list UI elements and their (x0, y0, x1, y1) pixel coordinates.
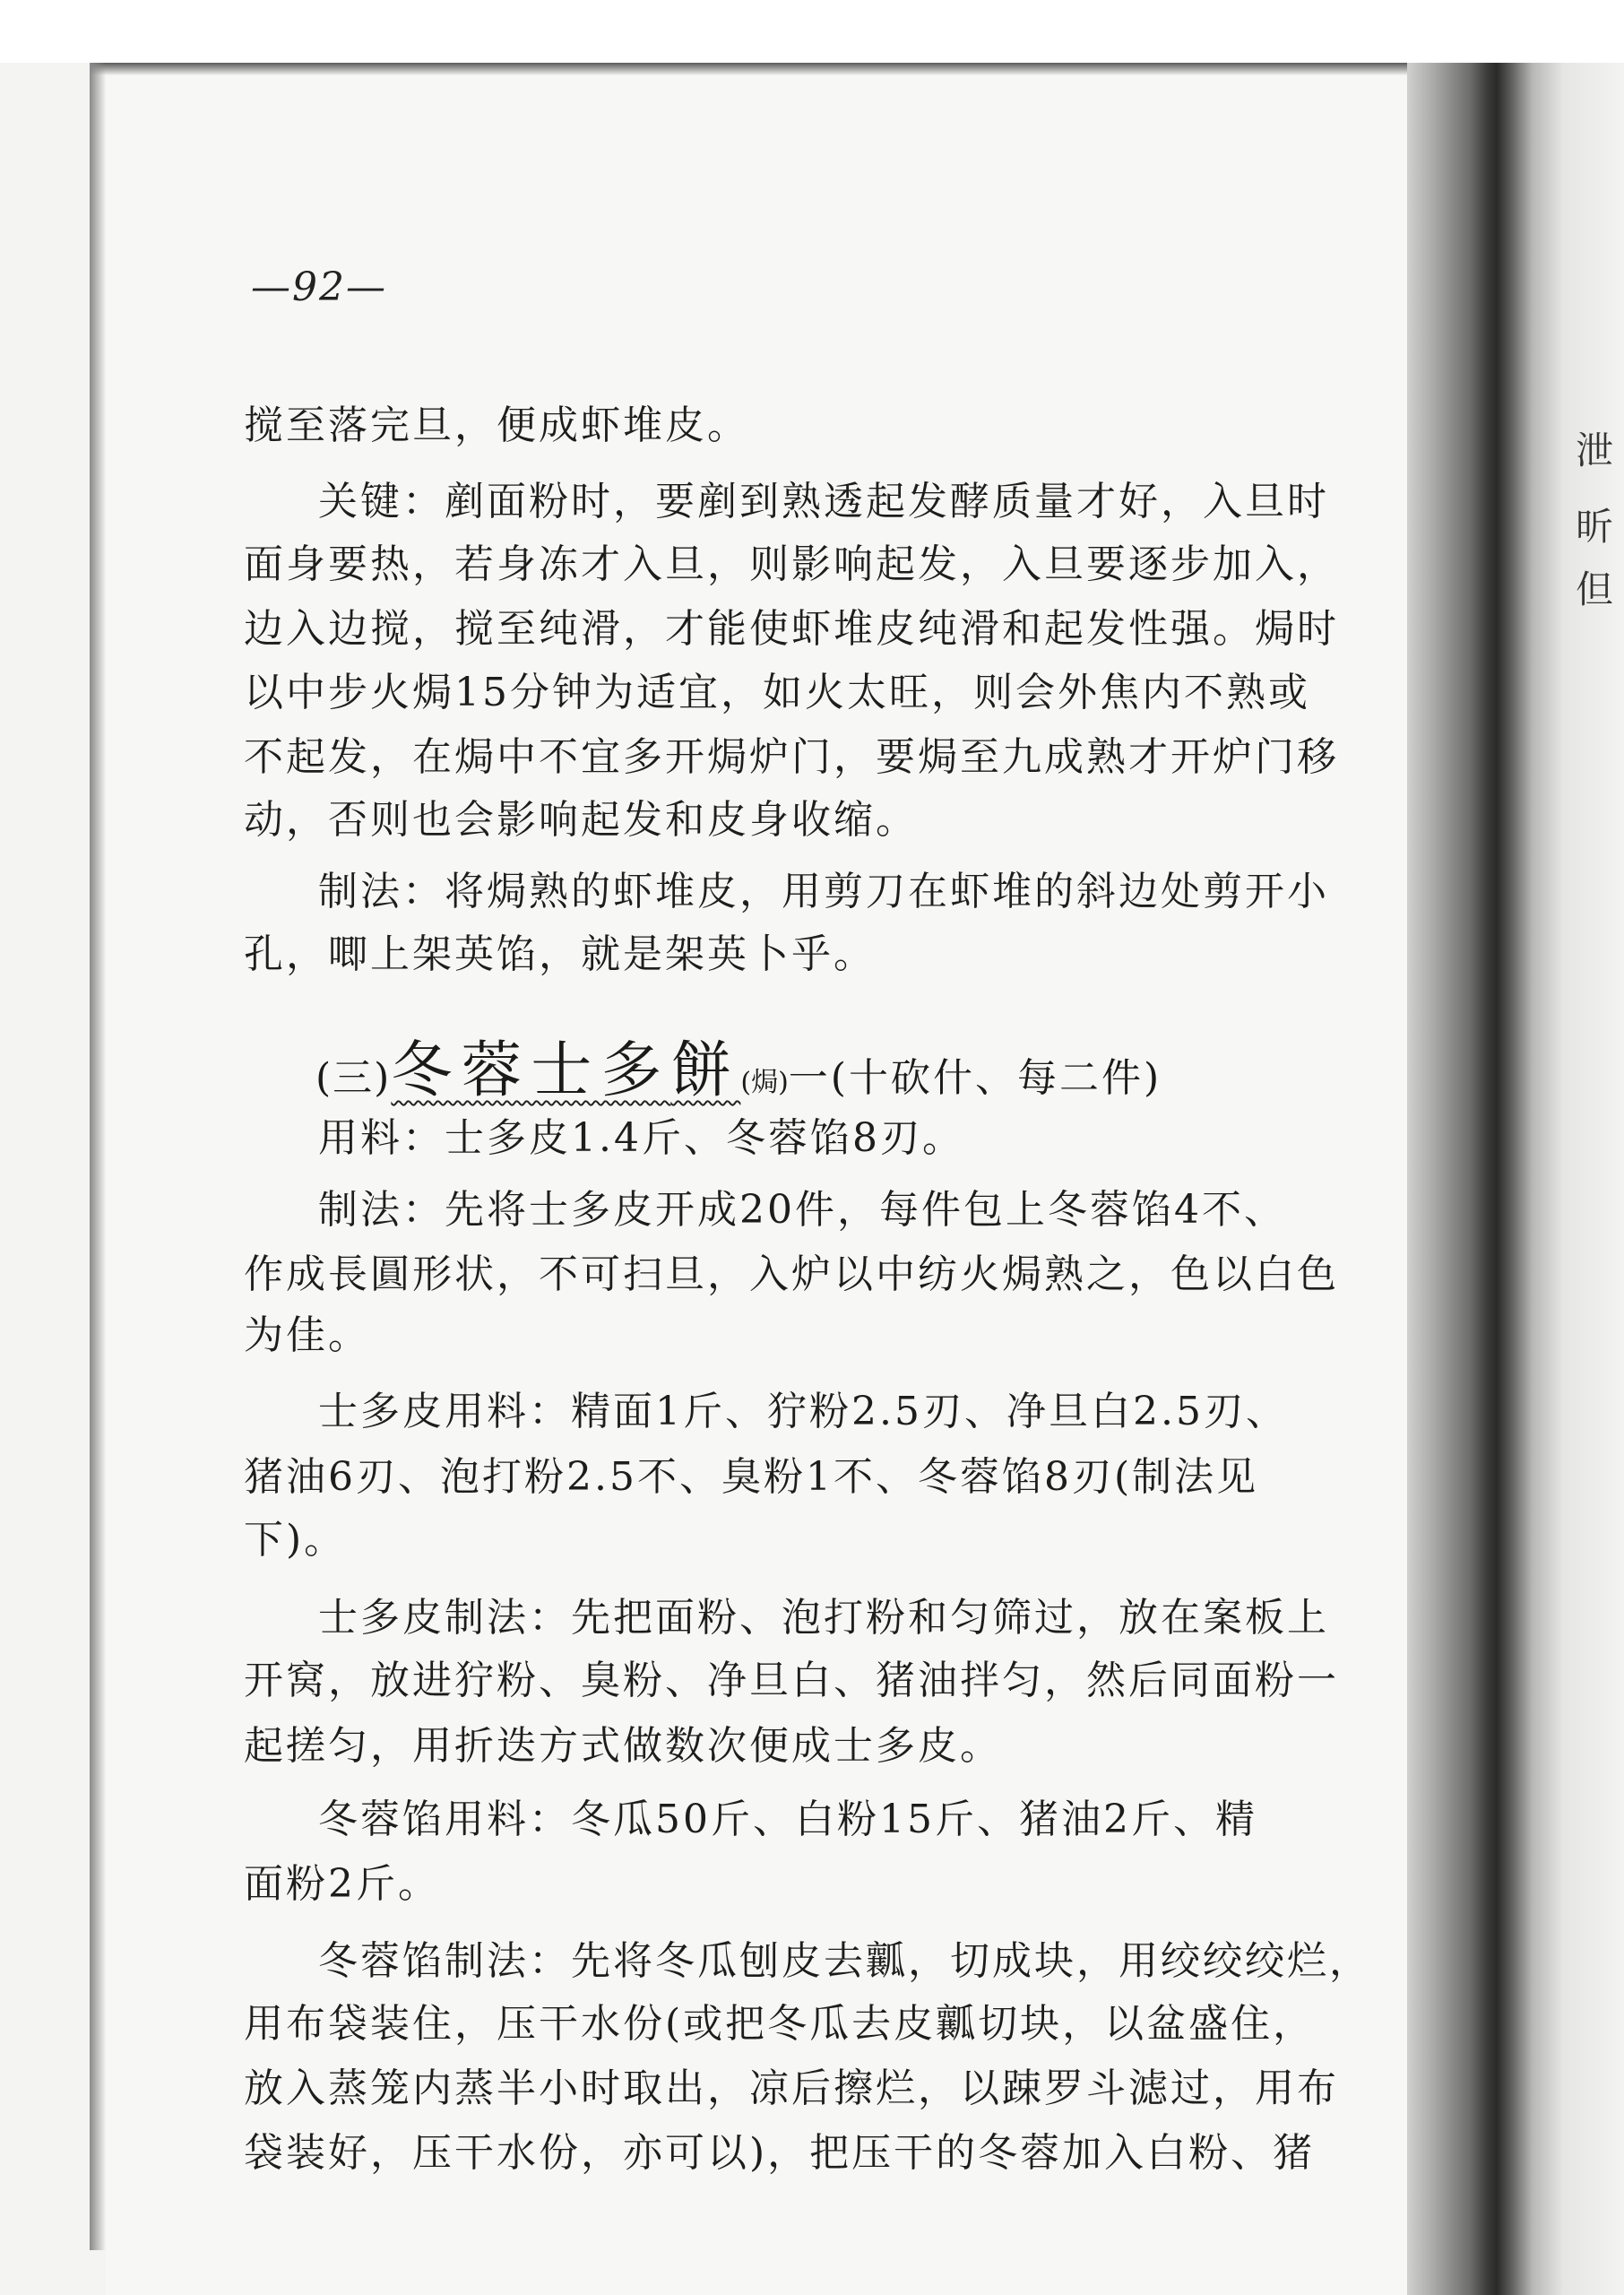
text-line: 搅至落完旦，便成虾堆皮。 (244, 403, 749, 448)
text-line: 冬蓉馅制法：先将冬瓜刨皮去瓤，切成块，用绞绞绞烂， (318, 1938, 1371, 1984)
text-line: 动，否则也会影响起发和皮身收缩。 (244, 797, 918, 843)
text-line: 面粉2斤。 (244, 1861, 440, 1907)
section-number: (三) (315, 1055, 392, 1101)
section-title: 冬蓉士多 (391, 1035, 671, 1106)
facing-page-fragment: 昕 (1576, 505, 1614, 549)
text-line: 冬蓉馅用料：冬瓜50斤、白粉15斤、猪油2斤、精 (318, 1797, 1257, 1842)
section-yield: 一(十砍什、每二件) (788, 1055, 1162, 1101)
text-line: 边入边搅，搅至纯滑，才能使虾堆皮纯滑和起发性强。焗时 (244, 606, 1339, 652)
text-line: 士多皮制法：先把面粉、泡打粉和匀筛过，放在案板上 (318, 1595, 1329, 1641)
scan-shadow-left (90, 63, 106, 2250)
facing-page-fragment: 但 (1576, 567, 1614, 611)
text-line: 下)。 (244, 1517, 347, 1563)
text-line: 猪油6刃、泡打粉2.5不、臭粉1不、冬蓉馅8刃(制法见 (244, 1454, 1259, 1500)
facing-page-fragment: 泄 (1576, 429, 1614, 472)
text-line: 士多皮用料：精面1斤、狞粉2.5刃、净旦白2.5刃、 (318, 1389, 1288, 1434)
section-method: (焗) (740, 1067, 789, 1098)
text-line: 放入蒸笼内蒸半小时取出，凉后擦烂，以踈罗斗滤过，用布 (244, 2066, 1339, 2111)
text-line: 为佳。 (244, 1312, 370, 1358)
section-heading (315, 1035, 1162, 1110)
text-line: 袋装好，压干水份，亦可以)，把压干的冬蓉加入白粉、猪 (244, 2130, 1316, 2176)
scan-shadow-top (90, 63, 1416, 75)
text-line: 用布袋装住，压干水份(或把冬瓜去皮瓤切块，以盆盛住， (244, 2001, 1316, 2047)
text-line: 作成長圓形状，不可扫旦，入炉以中纺火焗熟之，色以白色 (244, 1251, 1339, 1297)
text-line: 制法：先将士多皮开成20件，每件包上冬蓉馅4不、 (318, 1187, 1286, 1233)
scan-border-top (0, 0, 1624, 63)
text-line: 制法：将焗熟的虾堆皮，用剪刀在虾堆的斜边处剪开小 (318, 869, 1329, 914)
text-line: 不起发，在焗中不宜多开焗炉门，要焗至九成熟才开炉门移 (244, 734, 1339, 780)
text-line: 用料：士多皮1.4斤、冬蓉馅8刃。 (318, 1115, 964, 1161)
text-line: 孔，唧上架英馅，就是架英卜乎。 (244, 931, 876, 977)
text-line: 关键：剷面粉时，要剷到熟透起发酵质量才好，入旦时 (318, 479, 1329, 524)
section-title-cont: 餅 (670, 1035, 741, 1106)
text-line: 以中步火焗15分钟为适宜，如火太旺，则会外焦内不熟或 (244, 670, 1310, 715)
text-line: 开窝，放进狞粉、臭粉、净旦白、猪油拌匀，然后同面粉一 (244, 1658, 1339, 1703)
page-number: —92— (251, 264, 387, 310)
text-line: 起搓匀，用折迭方式做数次便成士多皮。 (244, 1723, 1002, 1769)
text-line: 面身要热，若身冻才入旦，则影响起发，入旦要逐步加入， (244, 541, 1339, 587)
book-gutter (1407, 63, 1624, 2295)
